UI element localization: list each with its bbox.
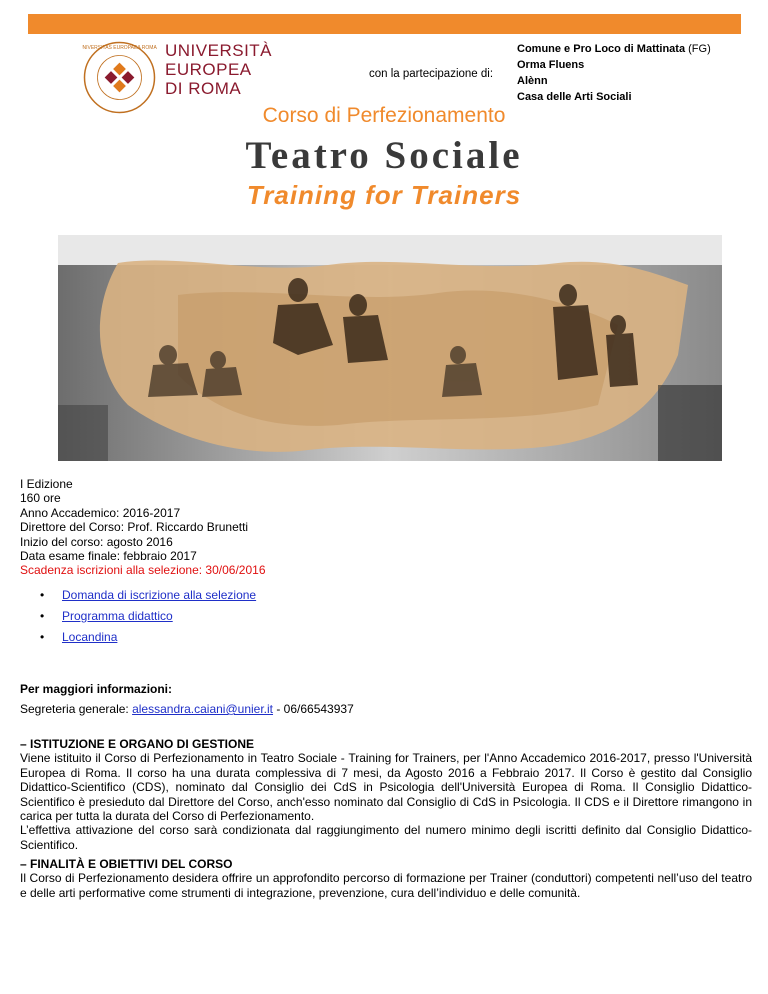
contact-line — [20, 702, 354, 716]
course-subtitle: Training for Trainers — [246, 180, 522, 210]
edition: I Edizione — [20, 477, 73, 491]
program-link[interactable]: Programma didattico — [62, 609, 173, 623]
section-paragraph: Viene istituito il Corso di Perfezionamento in Teatro Sociale - Training for Trainers, per l'Anno Accademico 2016-2017, presso l'Università Europea di Roma. Il corso ha una durata complessiva di 7 mesi, da Agosto 2016 a Febbraio 2017. Il Corso è gestito dal Consiglio Didattico-Scientifico (CDS), nominato dal Consiglio dei CdS in Psicologia dell'Università Europea di Roma. Il Consiglio Didattico-Scientifico è presieduto dal Direttore del Corso, anch'esso nominato dal Consiglio di CdS in Psicologia. Il CDS e il Direttore rimangono in carica per tutta la durata del Corso di Perfezionamento. — [20, 751, 752, 824]
partner-item: Alènn — [517, 75, 548, 87]
bullet: • — [40, 630, 45, 644]
application-form-link[interactable]: Domanda di iscrizione alla selezione — [62, 588, 257, 602]
university-line-3: DI ROMA — [165, 79, 242, 98]
director: Direttore del Corso: Prof. Riccardo Brunetti — [20, 520, 249, 535]
university-line-2: EUROPEA — [165, 60, 252, 79]
start-date: Inizio del corso: agosto 2016 — [20, 534, 173, 549]
partner-item: Orma Fluens — [517, 59, 585, 71]
university-name — [165, 41, 272, 98]
course-title: Teatro Sociale — [245, 134, 523, 177]
list-item — [40, 588, 256, 609]
section-institution — [20, 737, 752, 852]
enrollment-deadline: Scadenza iscrizioni alla selezione: 30/06/2016 — [20, 563, 266, 578]
partners-list — [517, 41, 711, 105]
poster-link[interactable]: Locandina — [62, 630, 118, 644]
section-heading: – ISTITUZIONE E ORGANO DI GESTIONE — [20, 737, 255, 751]
exam-date: Data esame finale: febbraio 2017 — [20, 549, 197, 564]
section-objectives — [20, 857, 752, 900]
section-paragraph: L’effettiva attivazione del corso sarà condizionata dal raggiungimento del numero minimo degli iscritti definito dal Consiglio Didattico-Scientifico. — [20, 823, 752, 852]
course-type: Corso di Perfezionamento — [262, 104, 506, 127]
participation-label: con la partecipazione di: — [369, 68, 494, 80]
section-heading: – FINALITÀ E OBIETTIVI DEL CORSO — [20, 857, 233, 871]
document-links — [40, 588, 256, 651]
contact-phone: - 06/66543937 — [273, 702, 354, 716]
more-info-heading: Per maggiori informazioni: — [20, 682, 173, 696]
svg-text:UNIVERSITAS EUROPAEA ROMAE: UNIVERSITAS EUROPAEA ROMAE — [82, 45, 157, 51]
section-paragraph: Il Corso di Perfezionamento desidera offrire un approfondito percorso di formazione per Trainer (conduttori) competenti nell’uso del teatro e delle arti performative come strumenti di integrazione, prevenzione, cura dell’individuo e delle comunità. — [20, 871, 752, 900]
theatre-photo — [58, 235, 722, 461]
partner-item: Casa delle Arti Sociali — [517, 91, 632, 103]
hours: 160 ore — [20, 491, 61, 506]
list-item — [40, 630, 256, 651]
top-orange-bar — [28, 14, 741, 34]
contact-prefix: Segreteria generale: — [20, 702, 133, 716]
bullet: • — [40, 588, 45, 602]
academic-year: Anno Accademico: 2016-2017 — [20, 505, 181, 520]
university-line-1: UNIVERSITÀ — [165, 41, 273, 60]
course-info — [20, 477, 266, 578]
partner-item: Comune e Pro Loco di Mattinata (FG) — [517, 43, 711, 55]
bullet: • — [40, 609, 45, 623]
email-link[interactable]: alessandra.caiani@unier.it — [132, 702, 274, 716]
list-item — [40, 609, 256, 630]
